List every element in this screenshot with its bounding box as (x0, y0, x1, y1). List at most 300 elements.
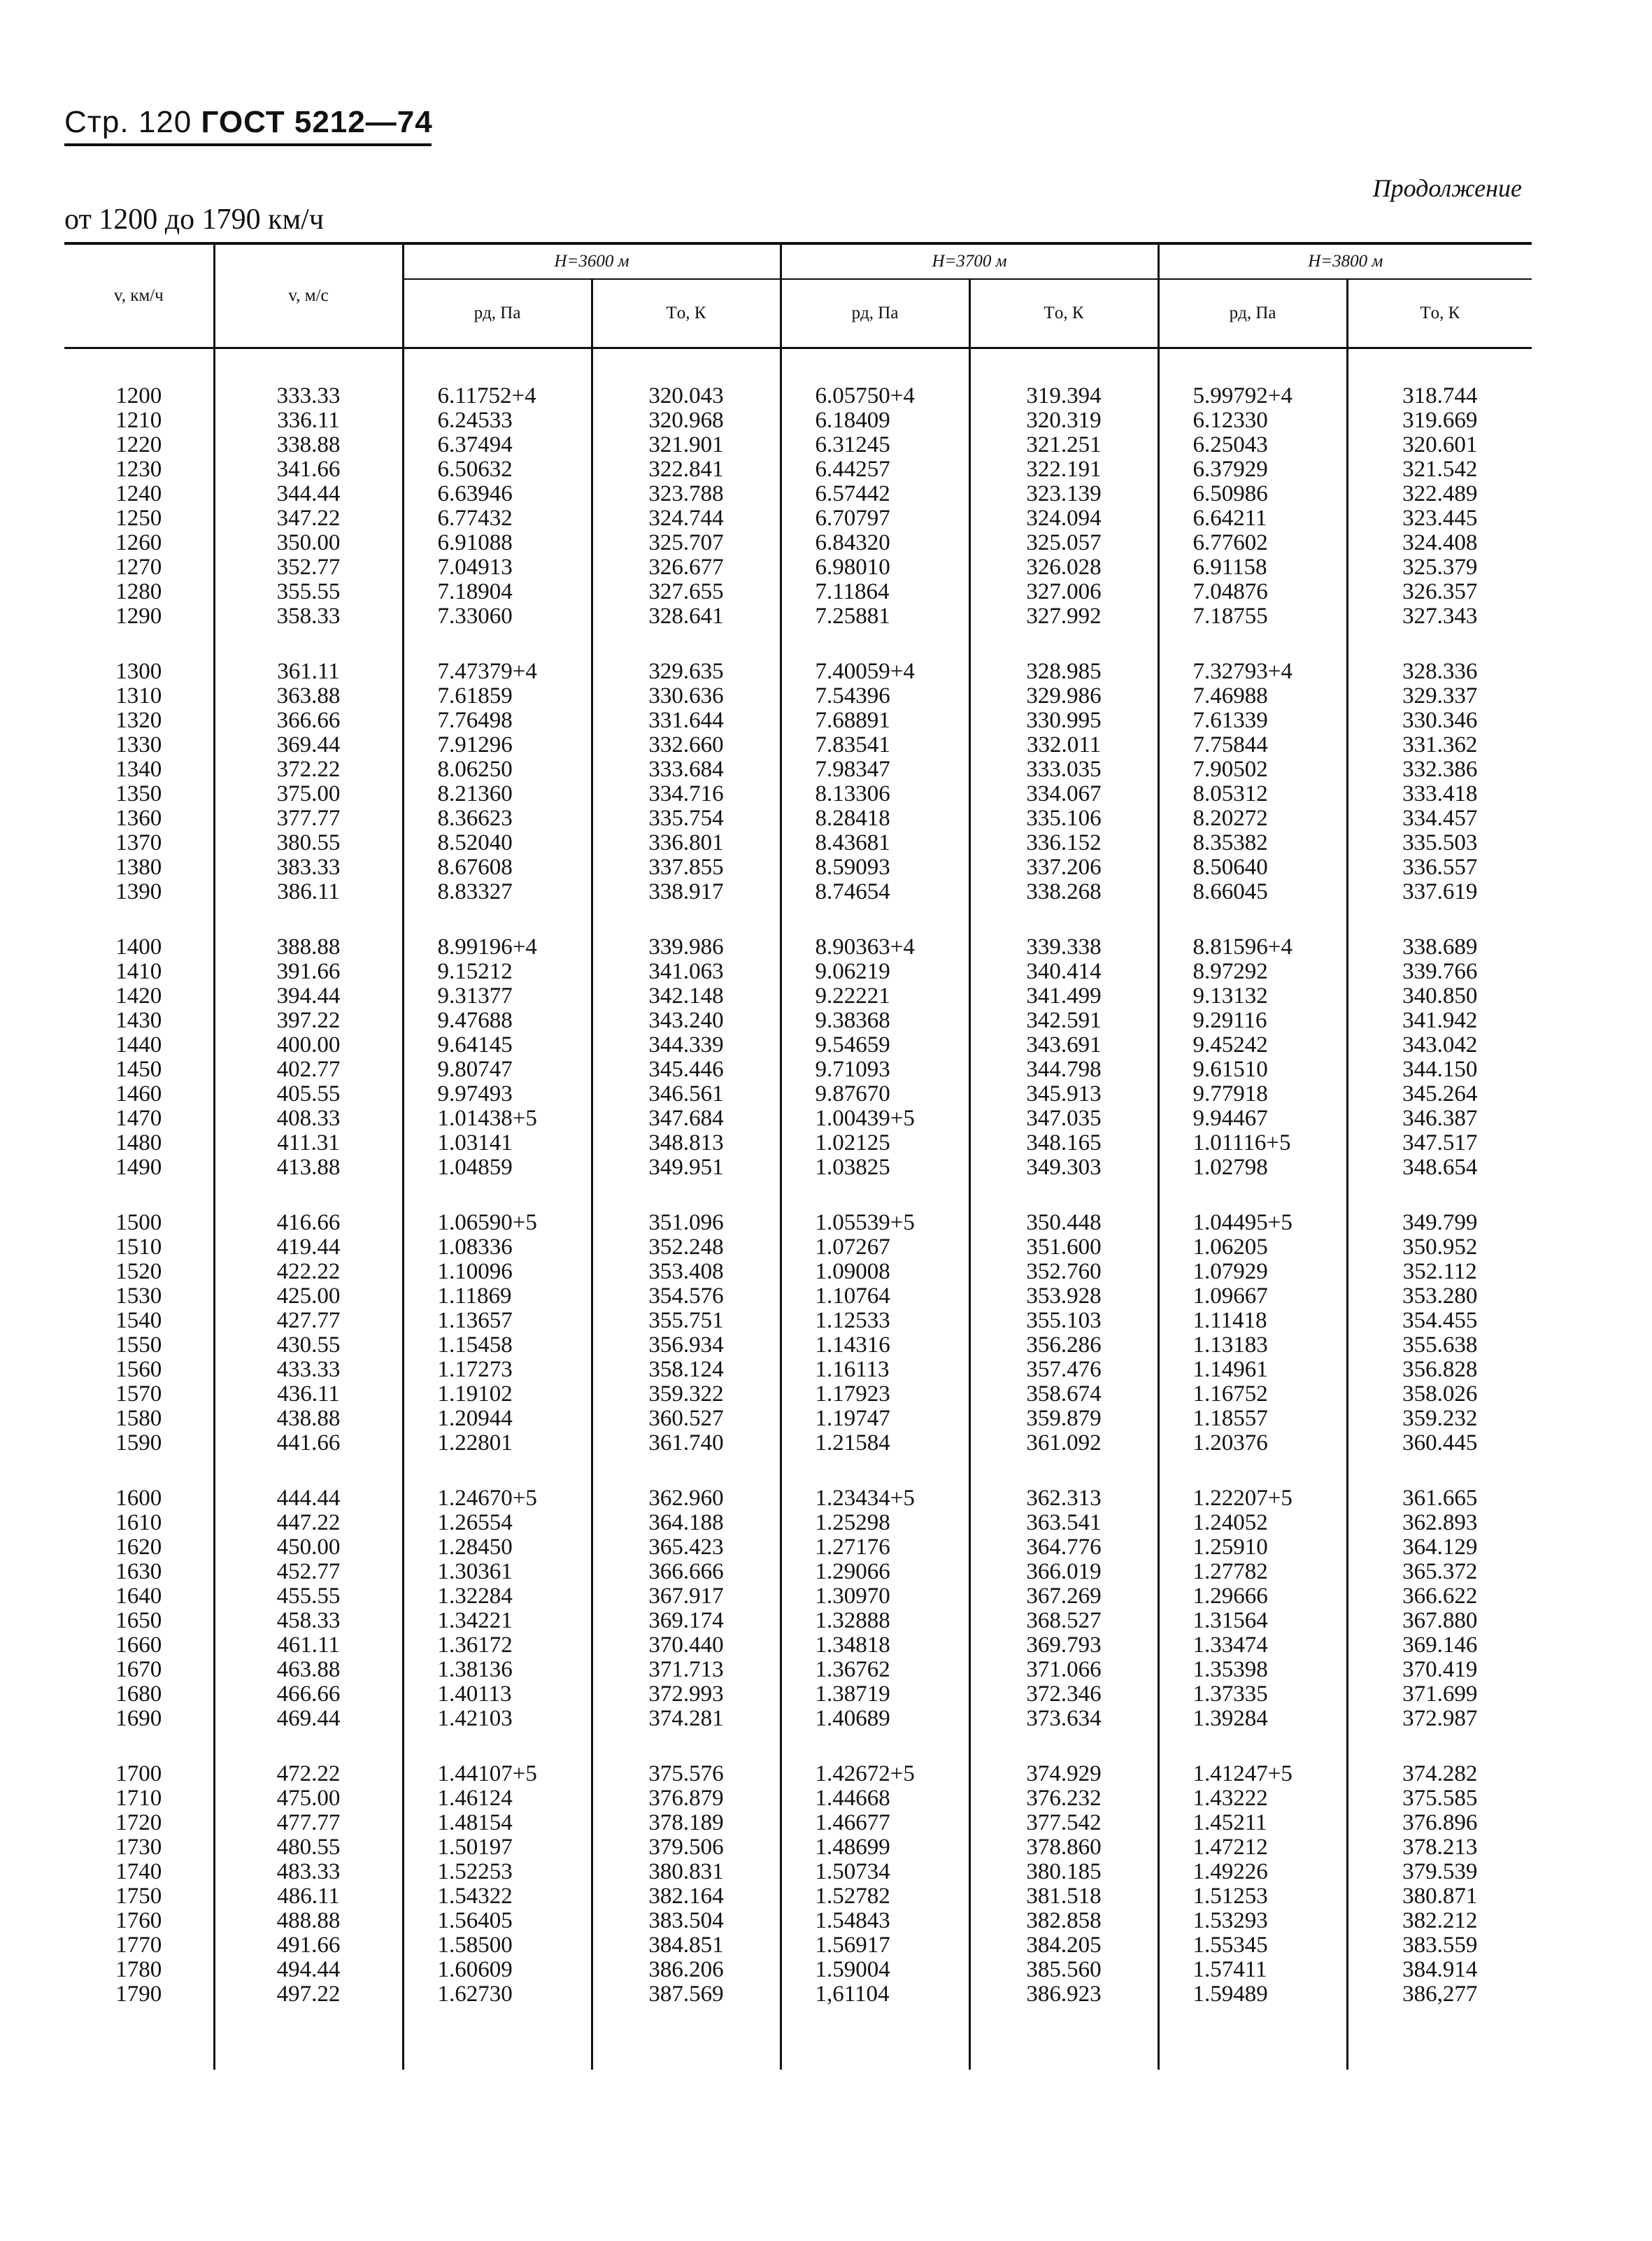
cell-to-3800: 352.112 (1347, 1260, 1532, 1284)
table-row (64, 1511, 1532, 1535)
cell-v-ms: 458.33 (214, 1609, 403, 1633)
cell-to-3600: 345.446 (592, 1058, 781, 1082)
table-row (64, 1058, 1532, 1082)
cell-to-3600: 320.968 (592, 408, 781, 433)
table-body (64, 348, 1532, 2070)
cell-pd-3600: 6.11752+4 (403, 384, 592, 408)
cell-pd-3600: 6.91088 (403, 531, 592, 555)
cell-v-kmh: 1570 (115, 1381, 162, 1407)
table-row (64, 1535, 1532, 1560)
cell-pd-3800: 9.45242 (1158, 1033, 1347, 1058)
cell-v-ms: 369.44 (214, 733, 403, 757)
cell-v-kmh: 1520 (115, 1259, 162, 1284)
cell-pd-3700: 8.28418 (781, 806, 969, 831)
cell-to-3700: 366.019 (969, 1560, 1158, 1584)
cell-pd-3600: 8.99196+4 (403, 935, 592, 960)
table-row (64, 482, 1532, 506)
cell-pd-3800: 1.51253 (1158, 1884, 1347, 1909)
table-row (64, 1407, 1532, 1431)
cell-pd-3700: 1.12533 (781, 1309, 969, 1333)
cell-to-3700: 343.691 (969, 1033, 1158, 1058)
cell-to-3800: 370.419 (1347, 1658, 1532, 1682)
cell-pd-3700: 1.14316 (781, 1333, 969, 1358)
cell-to-3600: 341.063 (592, 960, 781, 984)
cell-to-3700: 322.191 (969, 457, 1158, 482)
col-header-pd: pд, Па (1158, 279, 1347, 348)
cell-to-3600: 375.576 (592, 1762, 781, 1786)
cell-pd-3700: 1.50734 (781, 1860, 969, 1884)
cell-v-ms: 419.44 (214, 1235, 403, 1260)
cell-to-3800: 371.699 (1347, 1682, 1532, 1707)
cell-v-ms: 377.77 (214, 806, 403, 831)
cell-v-ms: 411.31 (214, 1131, 403, 1155)
cell-to-3800: 361.665 (1347, 1486, 1532, 1511)
cell-pd-3700: 7.68891 (781, 709, 969, 733)
table-row (64, 1486, 1532, 1511)
cell-pd-3700: 1.16113 (781, 1358, 969, 1382)
cell-v-kmh: 1210 (115, 408, 162, 433)
cell-v-ms: 491.66 (214, 1933, 403, 1958)
cell-to-3700: 381.518 (969, 1884, 1158, 1909)
cell-v-kmh: 1340 (115, 757, 162, 782)
cell-v-ms: 344.44 (214, 482, 403, 506)
cell-v-kmh: 1470 (115, 1106, 162, 1131)
cell-to-3600: 344.339 (592, 1033, 781, 1058)
cell-to-3600: 370.440 (592, 1633, 781, 1658)
cell-v-ms: 480.55 (214, 1835, 403, 1860)
cell-to-3700: 324.094 (969, 506, 1158, 531)
cell-v-ms: 477.77 (214, 1811, 403, 1835)
cell-to-3600: 342.148 (592, 984, 781, 1009)
cell-v-ms: 341.66 (214, 457, 403, 482)
cell-to-3600: 333.684 (592, 757, 781, 782)
cell-v-kmh: 1450 (115, 1057, 162, 1082)
cell-pd-3700: 9.06219 (781, 960, 969, 984)
col-header-v-kmh: v, км/ч (64, 243, 214, 348)
cell-to-3600: 331.644 (592, 709, 781, 733)
cell-pd-3800: 1.09667 (1158, 1284, 1347, 1309)
cell-pd-3700: 7.54396 (781, 684, 969, 709)
cell-pd-3800: 7.46988 (1158, 684, 1347, 709)
cell-pd-3800: 1.04495+5 (1158, 1211, 1347, 1235)
cell-to-3700: 350.448 (969, 1211, 1158, 1235)
cell-v-kmh: 1640 (115, 1584, 162, 1609)
cell-pd-3800: 1.25910 (1158, 1535, 1347, 1560)
cell-to-3800: 321.542 (1347, 457, 1532, 482)
table-row (64, 506, 1532, 531)
cell-v-ms: 472.22 (214, 1762, 403, 1786)
cell-pd-3800: 1.55345 (1158, 1933, 1347, 1958)
table-row (64, 555, 1532, 580)
cell-to-3600: 343.240 (592, 1009, 781, 1033)
cell-pd-3800: 6.50986 (1158, 482, 1347, 506)
cell-pd-3700: 7.11864 (781, 580, 969, 604)
cell-to-3800: 319.669 (1347, 408, 1532, 433)
cell-pd-3700: 9.38368 (781, 1009, 969, 1033)
cell-v-ms: 436.11 (214, 1382, 403, 1407)
cell-to-3600: 378.189 (592, 1811, 781, 1835)
cell-to-3600: 371.713 (592, 1658, 781, 1682)
cell-pd-3600: 1.17273 (403, 1358, 592, 1382)
cell-to-3800: 340.850 (1347, 984, 1532, 1009)
cell-v-kmh: 1620 (115, 1535, 162, 1560)
cell-to-3600: 354.576 (592, 1284, 781, 1309)
cell-pd-3800: 1.35398 (1158, 1658, 1347, 1682)
cell-v-kmh: 1480 (115, 1130, 162, 1155)
cell-v-kmh: 1370 (115, 830, 162, 855)
cell-pd-3800: 1.37335 (1158, 1682, 1347, 1707)
cell-to-3600: 330.636 (592, 684, 781, 709)
cell-to-3600: 369.174 (592, 1609, 781, 1633)
cell-to-3800: 369.146 (1347, 1633, 1532, 1658)
cell-to-3600: 339.986 (592, 935, 781, 960)
altitude-header-3: H=3800 м (1158, 243, 1532, 279)
cell-to-3800: 336.557 (1347, 855, 1532, 880)
cell-v-kmh: 1330 (115, 732, 162, 757)
cell-v-ms: 486.11 (214, 1884, 403, 1909)
group-spacer (64, 348, 1532, 385)
table-row (64, 660, 1532, 684)
cell-pd-3600: 9.80747 (403, 1058, 592, 1082)
table-row (64, 1333, 1532, 1358)
cell-to-3600: 320.043 (592, 384, 781, 408)
cell-to-3800: 333.418 (1347, 782, 1532, 806)
cell-to-3600: 364.188 (592, 1511, 781, 1535)
cell-pd-3600: 1.10096 (403, 1260, 592, 1284)
cell-to-3800: 318.744 (1347, 384, 1532, 408)
cell-v-kmh: 1420 (115, 983, 162, 1009)
cell-pd-3700: 8.74654 (781, 880, 969, 904)
cell-pd-3600: 1.15458 (403, 1333, 592, 1358)
table-row (64, 1786, 1532, 1811)
cell-pd-3700: 1.10764 (781, 1284, 969, 1309)
col-header-to: Tо, К (1347, 279, 1532, 348)
cell-pd-3800: 6.12330 (1158, 408, 1347, 433)
cell-pd-3700: 1.32888 (781, 1609, 969, 1633)
cell-v-ms: 380.55 (214, 831, 403, 855)
cell-pd-3600: 6.63946 (403, 482, 592, 506)
cell-to-3700: 377.542 (969, 1811, 1158, 1835)
cell-to-3800: 328.336 (1347, 660, 1532, 684)
cell-to-3800: 350.952 (1347, 1235, 1532, 1260)
cell-v-ms: 338.88 (214, 433, 403, 457)
cell-pd-3800: 6.64211 (1158, 506, 1347, 531)
cell-to-3700: 319.394 (969, 384, 1158, 408)
cell-v-kmh: 1780 (115, 1957, 162, 1982)
cell-v-kmh: 1750 (115, 1884, 162, 1909)
cell-v-ms: 408.33 (214, 1107, 403, 1131)
cell-pd-3600: 7.33060 (403, 604, 592, 629)
cell-to-3800: 344.150 (1347, 1058, 1532, 1082)
cell-to-3700: 347.035 (969, 1107, 1158, 1131)
continuation-label: Продолжение (1372, 174, 1522, 202)
cell-v-ms: 397.22 (214, 1009, 403, 1033)
cell-to-3800: 339.766 (1347, 960, 1532, 984)
cell-pd-3700: 1.25298 (781, 1511, 969, 1535)
table-row (64, 684, 1532, 709)
cell-pd-3800: 8.50640 (1158, 855, 1347, 880)
cell-pd-3800: 1.11418 (1158, 1309, 1347, 1333)
cell-pd-3600: 7.91296 (403, 733, 592, 757)
cell-v-ms: 422.22 (214, 1260, 403, 1284)
cell-pd-3600: 1.58500 (403, 1933, 592, 1958)
cell-pd-3700: 1.42672+5 (781, 1762, 969, 1786)
cell-to-3700: 359.879 (969, 1407, 1158, 1431)
cell-to-3700: 327.006 (969, 580, 1158, 604)
cell-to-3600: 323.788 (592, 482, 781, 506)
cell-v-kmh: 1550 (115, 1332, 162, 1358)
cell-v-ms: 358.33 (214, 604, 403, 629)
cell-to-3600: 365.423 (592, 1535, 781, 1560)
cell-pd-3800: 9.77918 (1158, 1082, 1347, 1107)
cell-v-ms: 416.66 (214, 1211, 403, 1235)
cell-to-3700: 352.760 (969, 1260, 1158, 1284)
cell-pd-3800: 1.45211 (1158, 1811, 1347, 1835)
cell-v-kmh: 1490 (115, 1155, 162, 1180)
cell-v-kmh: 1580 (115, 1406, 162, 1431)
table-row (64, 1762, 1532, 1786)
cell-pd-3800: 8.81596+4 (1158, 935, 1347, 960)
cell-v-kmh: 1540 (115, 1308, 162, 1333)
cell-v-ms: 433.33 (214, 1358, 403, 1382)
cell-pd-3700: 6.18409 (781, 408, 969, 433)
cell-pd-3700: 6.05750+4 (781, 384, 969, 408)
cell-pd-3600: 9.15212 (403, 960, 592, 984)
cell-v-ms: 463.88 (214, 1658, 403, 1682)
cell-pd-3600: 1.44107+5 (403, 1762, 592, 1786)
cell-to-3800: 330.346 (1347, 709, 1532, 733)
group-spacer (64, 1731, 1532, 1762)
cell-v-ms: 336.11 (214, 408, 403, 433)
cell-v-ms: 475.00 (214, 1786, 403, 1811)
table-row (64, 1658, 1532, 1682)
cell-to-3800: 376.896 (1347, 1811, 1532, 1835)
cell-to-3700: 351.600 (969, 1235, 1158, 1260)
cell-v-ms: 430.55 (214, 1333, 403, 1358)
page-header (64, 105, 433, 140)
cell-to-3700: 345.913 (969, 1082, 1158, 1107)
cell-pd-3800: 1.27782 (1158, 1560, 1347, 1584)
cell-v-kmh: 1720 (115, 1810, 162, 1835)
cell-pd-3600: 9.64145 (403, 1033, 592, 1058)
cell-pd-3800: 1.20376 (1158, 1431, 1347, 1456)
cell-pd-3700: 9.87670 (781, 1082, 969, 1107)
altitude-header-1: H=3600 м (403, 243, 781, 279)
cell-pd-3800: 8.05312 (1158, 782, 1347, 806)
cell-pd-3600: 8.67608 (403, 855, 592, 880)
cell-to-3700: 376.232 (969, 1786, 1158, 1811)
group-spacer (64, 904, 1532, 935)
table-row (64, 1131, 1532, 1155)
table-row (64, 1811, 1532, 1835)
cell-pd-3700: 1.05539+5 (781, 1211, 969, 1235)
cell-v-kmh: 1350 (115, 781, 162, 806)
cell-to-3700: 335.106 (969, 806, 1158, 831)
cell-pd-3600: 1.50197 (403, 1835, 592, 1860)
cell-to-3800: 335.503 (1347, 831, 1532, 855)
cell-v-ms: 425.00 (214, 1284, 403, 1309)
cell-to-3700: 321.251 (969, 433, 1158, 457)
cell-pd-3600: 9.31377 (403, 984, 592, 1009)
table-row (64, 1835, 1532, 1860)
cell-to-3800: 346.387 (1347, 1107, 1532, 1131)
cell-to-3700: 357.476 (969, 1358, 1158, 1382)
cell-to-3800: 358.026 (1347, 1382, 1532, 1407)
cell-to-3600: 335.754 (592, 806, 781, 831)
cell-to-3700: 337.206 (969, 855, 1158, 880)
cell-pd-3800: 5.99792+4 (1158, 384, 1347, 408)
cell-v-kmh: 1360 (115, 806, 162, 831)
cell-pd-3600: 7.18904 (403, 580, 592, 604)
col-header-pd: pд, Па (781, 279, 969, 348)
cell-v-kmh: 1560 (115, 1357, 162, 1382)
cell-v-kmh: 1380 (115, 855, 162, 880)
cell-to-3800: 384.914 (1347, 1958, 1532, 1982)
cell-pd-3800: 1.53293 (1158, 1909, 1347, 1933)
cell-v-kmh: 1530 (115, 1283, 162, 1309)
table-row (64, 709, 1532, 733)
table-row (64, 1707, 1532, 1731)
table-row (64, 433, 1532, 457)
cell-pd-3600: 1.40113 (403, 1682, 592, 1707)
cell-to-3800: 359.232 (1347, 1407, 1532, 1431)
cell-pd-3600: 1.48154 (403, 1811, 592, 1835)
cell-to-3800: 347.517 (1347, 1131, 1532, 1155)
cell-to-3600: 383.504 (592, 1909, 781, 1933)
cell-pd-3600: 8.83327 (403, 880, 592, 904)
cell-pd-3600: 1.19102 (403, 1382, 592, 1407)
cell-to-3800: 355.638 (1347, 1333, 1532, 1358)
table-row (64, 1107, 1532, 1131)
cell-to-3700: 378.860 (969, 1835, 1158, 1860)
altitude-header-2: H=3700 м (781, 243, 1158, 279)
cell-to-3600: 361.740 (592, 1431, 781, 1456)
cell-to-3800: 365.372 (1347, 1560, 1532, 1584)
cell-pd-3700: 1.19747 (781, 1407, 969, 1431)
cell-to-3700: 358.674 (969, 1382, 1158, 1407)
cell-pd-3700: 1.48699 (781, 1835, 969, 1860)
cell-pd-3600: 9.97493 (403, 1082, 592, 1107)
table-row (64, 1633, 1532, 1658)
cell-to-3700: 348.165 (969, 1131, 1158, 1155)
cell-pd-3800: 7.61339 (1158, 709, 1347, 733)
cell-to-3800: 379.539 (1347, 1860, 1532, 1884)
cell-pd-3700: 9.71093 (781, 1058, 969, 1082)
cell-to-3600: 349.951 (592, 1155, 781, 1180)
cell-pd-3700: 1.46677 (781, 1811, 969, 1835)
cell-pd-3600: 1.20944 (403, 1407, 592, 1431)
cell-v-kmh: 1600 (115, 1486, 162, 1511)
col-header-to: Tо, К (592, 279, 781, 348)
cell-to-3700: 361.092 (969, 1431, 1158, 1456)
table-row (64, 580, 1532, 604)
cell-v-ms: 441.66 (214, 1431, 403, 1456)
cell-to-3700: 342.591 (969, 1009, 1158, 1033)
cell-pd-3600: 1.34221 (403, 1609, 592, 1633)
cell-to-3800: 353.280 (1347, 1284, 1532, 1309)
cell-to-3800: 349.799 (1347, 1211, 1532, 1235)
cell-to-3700: 328.985 (969, 660, 1158, 684)
cell-to-3800: 356.828 (1347, 1358, 1532, 1382)
cell-v-ms: 438.88 (214, 1407, 403, 1431)
cell-pd-3700: 1.44668 (781, 1786, 969, 1811)
cell-pd-3600: 8.36623 (403, 806, 592, 831)
table-row (64, 1958, 1532, 1982)
data-table (64, 242, 1532, 2070)
cell-to-3700: 325.057 (969, 531, 1158, 555)
table-row (64, 1009, 1532, 1033)
cell-pd-3800: 1.01116+5 (1158, 1131, 1347, 1155)
cell-to-3800: 374.282 (1347, 1762, 1532, 1786)
cell-to-3800: 360.445 (1347, 1431, 1532, 1456)
cell-pd-3600: 1.22801 (403, 1431, 592, 1456)
cell-pd-3800: 1.39284 (1158, 1707, 1347, 1731)
cell-pd-3600: 1.62730 (403, 1982, 592, 2007)
cell-v-ms: 461.11 (214, 1633, 403, 1658)
cell-to-3600: 338.917 (592, 880, 781, 904)
cell-pd-3800: 7.18755 (1158, 604, 1347, 629)
cell-v-kmh: 1290 (115, 604, 162, 629)
cell-pd-3600: 1.01438+5 (403, 1107, 592, 1131)
cell-to-3600: 372.993 (592, 1682, 781, 1707)
cell-v-ms: 444.44 (214, 1486, 403, 1511)
cell-to-3800: 364.129 (1347, 1535, 1532, 1560)
table-row (64, 1933, 1532, 1958)
table-row (64, 1584, 1532, 1609)
cell-pd-3700: 1.03825 (781, 1155, 969, 1180)
cell-pd-3700: 1.34818 (781, 1633, 969, 1658)
cell-to-3600: 387.569 (592, 1982, 781, 2007)
cell-v-kmh: 1280 (115, 579, 162, 604)
cell-pd-3700: 1.40689 (781, 1707, 969, 1731)
cell-v-ms: 400.00 (214, 1033, 403, 1058)
cell-to-3800: 341.942 (1347, 1009, 1532, 1033)
cell-pd-3600: 1.36172 (403, 1633, 592, 1658)
table-row (64, 733, 1532, 757)
cell-pd-3600: 1.06590+5 (403, 1211, 592, 1235)
cell-pd-3800: 9.29116 (1158, 1009, 1347, 1033)
cell-pd-3800: 6.37929 (1158, 457, 1347, 482)
table-row (64, 1260, 1532, 1284)
cell-pd-3700: 1.30970 (781, 1584, 969, 1609)
cell-to-3700: 374.929 (969, 1762, 1158, 1786)
cell-pd-3700: 1.23434+5 (781, 1486, 969, 1511)
cell-pd-3600: 8.06250 (403, 757, 592, 782)
cell-v-ms: 483.33 (214, 1860, 403, 1884)
cell-v-kmh: 1500 (115, 1210, 162, 1235)
cell-v-kmh: 1510 (115, 1235, 162, 1260)
range-label: от 1200 до 1790 км/ч (64, 204, 324, 236)
table-row (64, 1560, 1532, 1584)
cell-to-3600: 360.527 (592, 1407, 781, 1431)
cell-v-ms: 388.88 (214, 935, 403, 960)
cell-to-3800: 338.689 (1347, 935, 1532, 960)
col-header-pd: pд, Па (403, 279, 592, 348)
cell-to-3700: 369.793 (969, 1633, 1158, 1658)
cell-v-ms: 497.22 (214, 1982, 403, 2007)
page-number: Стр. 120 (64, 105, 192, 139)
cell-pd-3600: 6.77432 (403, 506, 592, 531)
cell-v-ms: 413.88 (214, 1155, 403, 1180)
cell-to-3600: 329.635 (592, 660, 781, 684)
cell-v-ms: 383.33 (214, 855, 403, 880)
table-row (64, 408, 1532, 433)
cell-to-3700: 333.035 (969, 757, 1158, 782)
cell-v-kmh: 1240 (115, 481, 162, 506)
cell-pd-3600: 1.24670+5 (403, 1486, 592, 1511)
cell-to-3700: 320.319 (969, 408, 1158, 433)
cell-pd-3600: 1.28450 (403, 1535, 592, 1560)
